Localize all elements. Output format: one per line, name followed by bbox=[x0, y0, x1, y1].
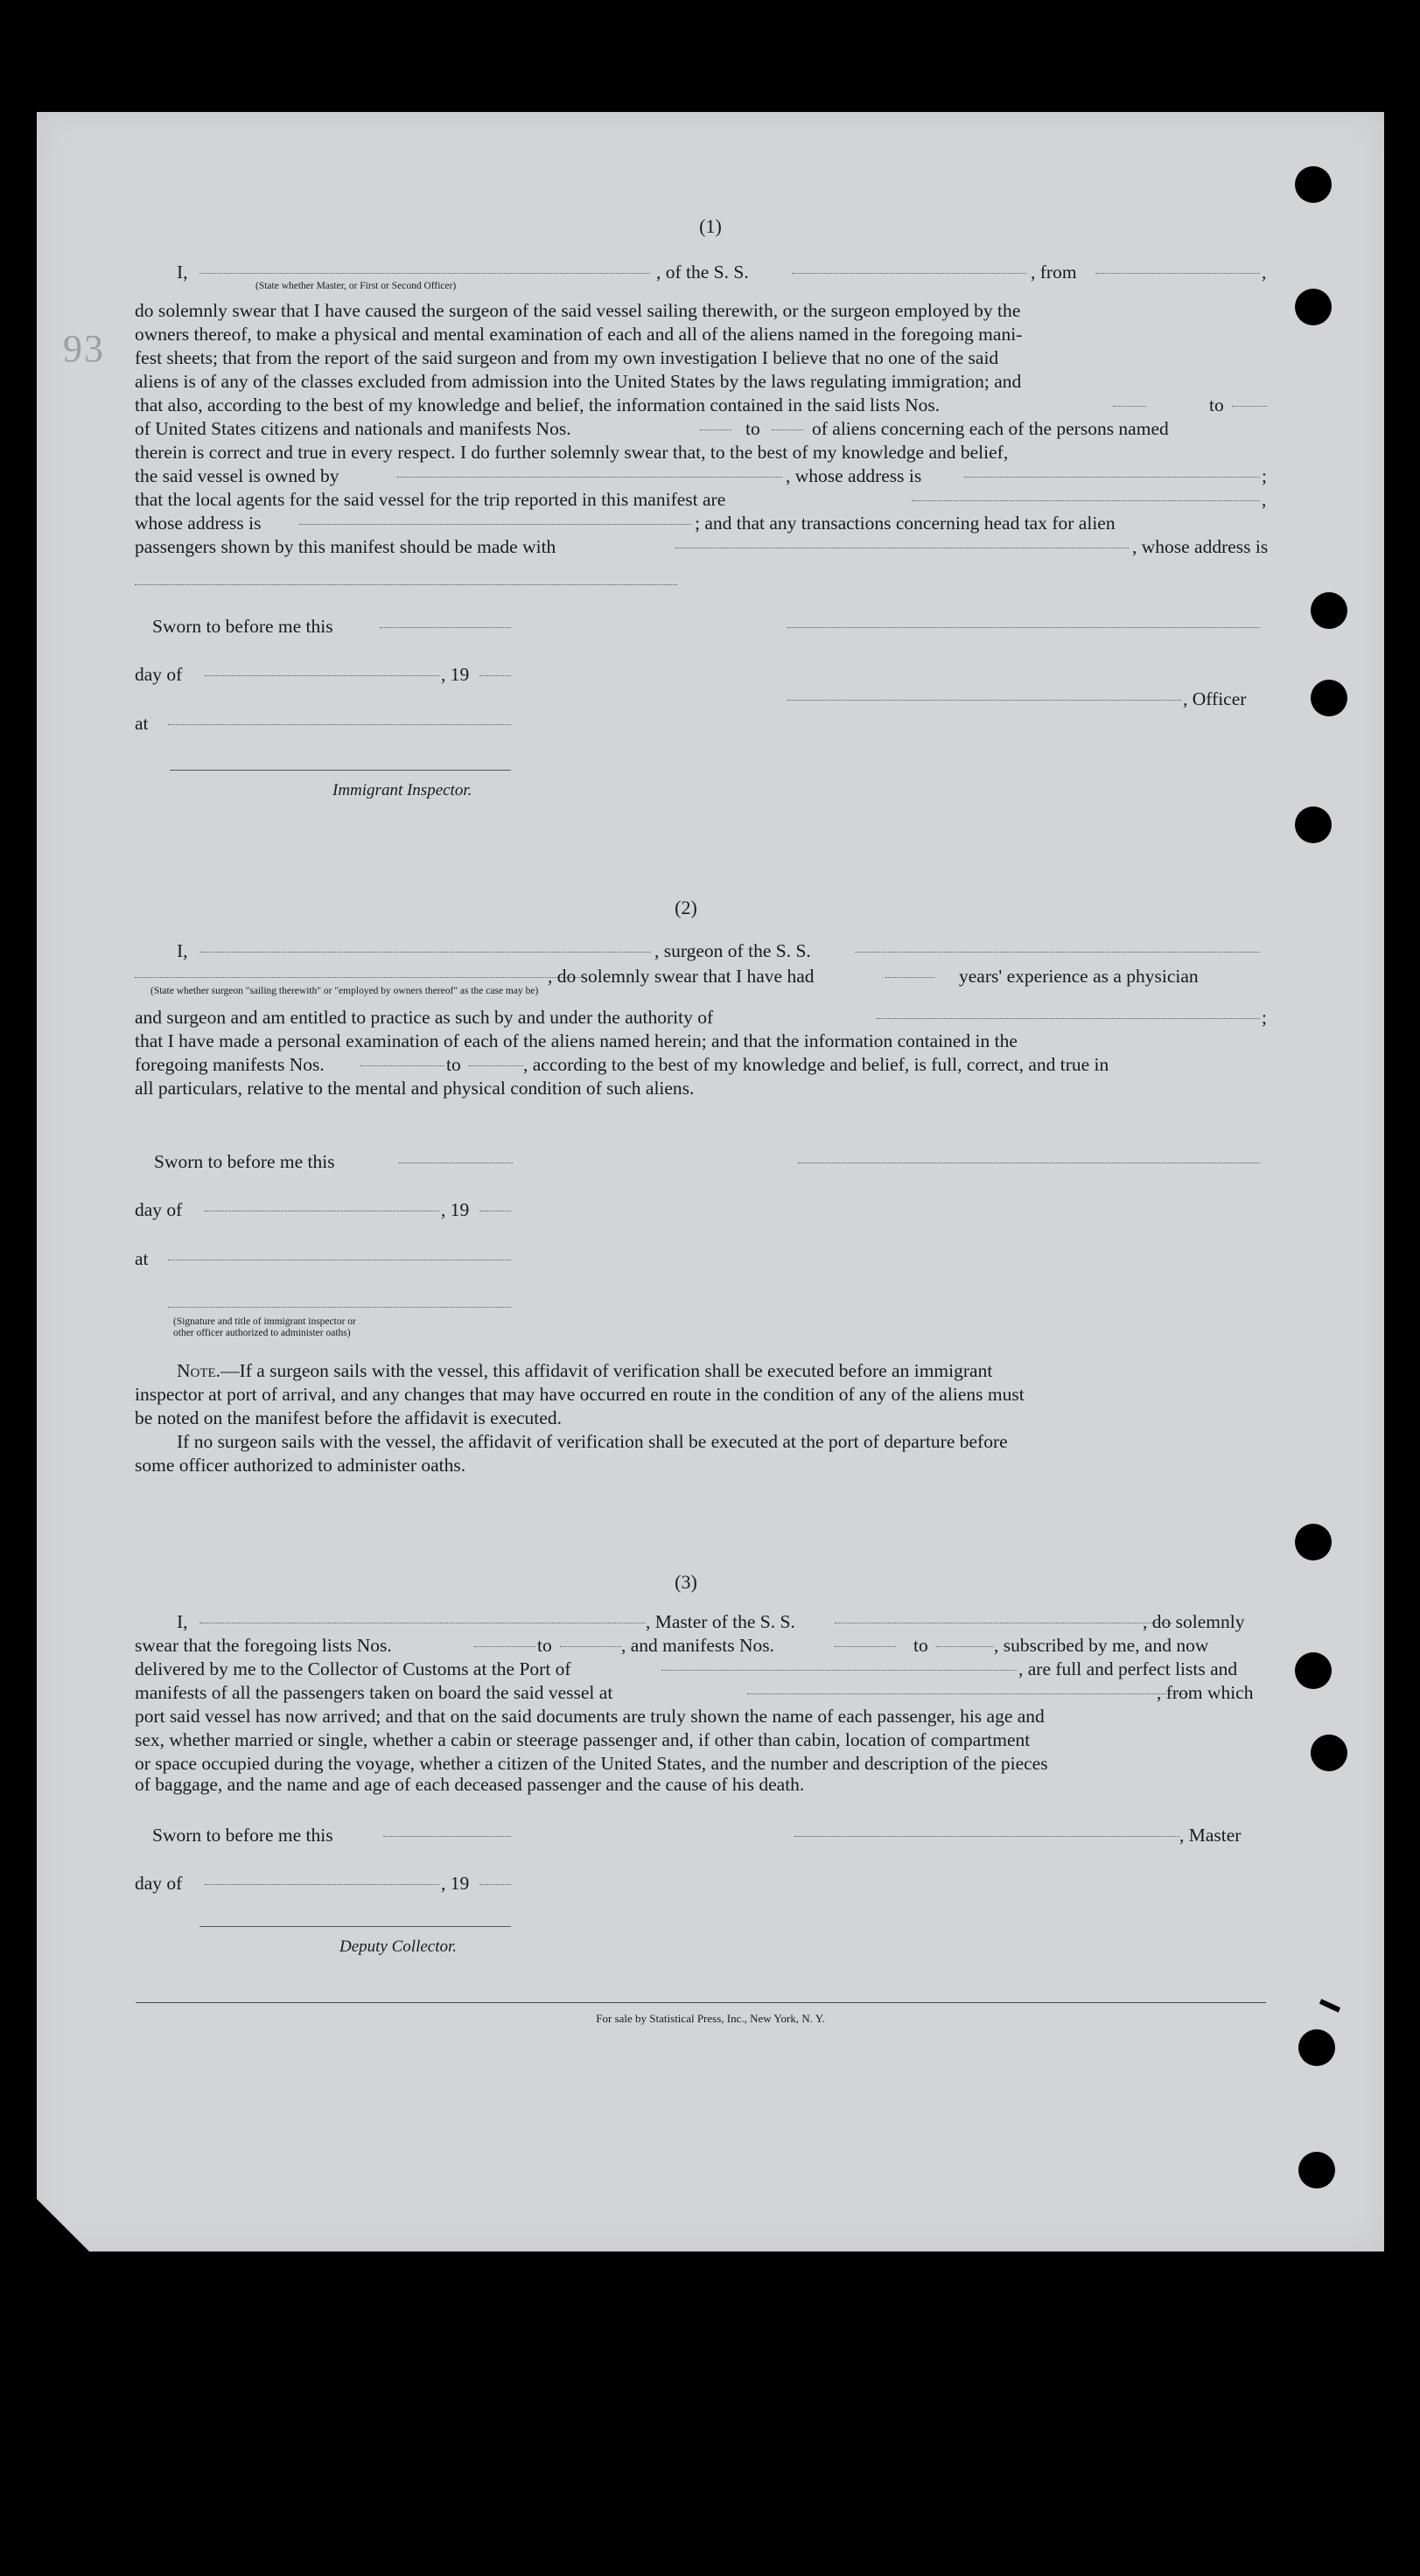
s1-agent-address-field[interactable] bbox=[299, 524, 691, 525]
s1-head-tax-address-field[interactable] bbox=[135, 584, 677, 585]
s1-officer-sig-field[interactable] bbox=[787, 700, 1181, 701]
note-label: Note. bbox=[177, 1360, 221, 1381]
s1-line-fest: fest sheets; that from the report of the said surgeon and from my own investigation I believe that no one of the said bbox=[135, 347, 999, 368]
s1-day-of: day of bbox=[135, 664, 183, 685]
s3-sworn: Sworn to before me this bbox=[152, 1825, 333, 1846]
s3-line-swear-d: to bbox=[913, 1635, 928, 1656]
s1-line-of-c: of aliens concerning each of the persons named bbox=[812, 418, 1169, 439]
s1-line-agents: that the local agents for the said vessel for the trip reported in this manifest are bbox=[135, 489, 726, 510]
s2-line-fore-b: to bbox=[446, 1054, 461, 1075]
footer-rule bbox=[136, 2002, 1266, 2003]
s3-day-field[interactable] bbox=[205, 1884, 439, 1885]
s1-agents-field[interactable] bbox=[912, 500, 1260, 501]
s1-line-owned-a: the said vessel is owned by bbox=[135, 465, 339, 486]
punch-hole bbox=[1295, 1652, 1332, 1689]
s1-officer-field[interactable] bbox=[199, 273, 650, 274]
s2-sig-caption-2: other officer authorized to administer oaths) bbox=[173, 1328, 351, 1338]
s2-manifest-from-field[interactable] bbox=[360, 1065, 444, 1066]
s3-line-sex: sex, whether married or single, whether a cabin or steerage passenger and, if other than cabin, location of compartment bbox=[135, 1729, 1031, 1750]
s3-line-swear-e: , subscribed by me, and now bbox=[994, 1635, 1209, 1656]
s2-line-and-end: ; bbox=[1262, 1007, 1267, 1028]
s1-year-field[interactable] bbox=[479, 675, 511, 676]
s1-line-do: do solemnly swear that I have caused the surgeon of the said vessel sailing therewith, or the surgeon employed by the bbox=[135, 300, 1021, 321]
s1-line-owned-c: ; bbox=[1262, 465, 1267, 486]
s1-line-that-to: to bbox=[1209, 394, 1224, 415]
s2-note-line-1 bbox=[177, 1359, 992, 1384]
s2-line-and: and surgeon and am entitled to practice as such by and under the authority of bbox=[135, 1007, 714, 1028]
s2-line-fore-c: , according to the best of my knowledge and belief, is full, correct, and true in bbox=[523, 1054, 1109, 1075]
s1-officer: , Officer bbox=[1183, 688, 1247, 709]
s2-line-fore-a: foregoing manifests Nos. bbox=[135, 1054, 325, 1075]
section-1-heading: (1) bbox=[699, 215, 722, 237]
s1-day-field[interactable] bbox=[205, 675, 439, 676]
s3-line-man-b: , from which bbox=[1157, 1682, 1254, 1703]
s2-day-of: day of bbox=[135, 1199, 183, 1220]
s2-years: years' experience as a physician bbox=[959, 966, 1199, 987]
s3-master: , Master of the S. S. bbox=[646, 1611, 795, 1632]
s3-departure-port-field[interactable] bbox=[747, 1693, 1190, 1694]
s1-line-of-a: of United States citizens and nationals and manifests Nos. bbox=[135, 418, 571, 439]
s3-master-sig: , Master bbox=[1179, 1825, 1242, 1846]
section-2-heading: (2) bbox=[675, 897, 697, 918]
s3-manifest-to-field[interactable] bbox=[936, 1646, 994, 1647]
s1-line-that: that also, according to the best of my knowledge and belief, the information contained in the said lists Nos. bbox=[135, 394, 941, 415]
s3-collector-label: Deputy Collector. bbox=[339, 1937, 458, 1956]
s1-officer-sig-line-top[interactable] bbox=[787, 627, 1260, 628]
s2-i: I, bbox=[177, 940, 188, 961]
printer-imprint: For sale by Statistical Press, Inc., New York, N. Y. bbox=[596, 2012, 825, 2025]
s1-from: , from bbox=[1031, 262, 1077, 283]
s3-do-solemnly: , do solemnly bbox=[1143, 1611, 1245, 1632]
s1-sworn-date-field[interactable] bbox=[380, 627, 511, 628]
s3-collector-sig-line[interactable] bbox=[199, 1926, 511, 1927]
s3-line-bag: of baggage, and the name and age of each deceased passenger and the cause of his death. bbox=[135, 1774, 805, 1795]
s1-line-owners: owners thereof, to make a physical and mental examination of each and all of the aliens named in the foregoing mani- bbox=[135, 324, 1023, 345]
s2-line-all: all particulars, relative to the mental and physical condition of such aliens. bbox=[135, 1078, 695, 1099]
punch-hole bbox=[1311, 592, 1347, 629]
punch-hole bbox=[1295, 166, 1332, 203]
s1-at-field[interactable] bbox=[168, 724, 511, 725]
s3-year: , 19 bbox=[441, 1873, 470, 1894]
s1-ship-field[interactable] bbox=[792, 273, 1026, 274]
s2-surgeon-sig-field[interactable] bbox=[798, 1162, 1260, 1163]
s2-manifest-to-field[interactable] bbox=[469, 1065, 523, 1066]
s2-surgeon: , surgeon of the S. S. bbox=[654, 940, 811, 961]
s3-line-man-a: manifests of all the passengers taken on board the said vessel at bbox=[135, 1682, 613, 1703]
s2-year: , 19 bbox=[441, 1199, 470, 1220]
s3-manifest-from-field[interactable] bbox=[835, 1646, 896, 1647]
s1-sworn: Sworn to before me this bbox=[152, 616, 333, 637]
s1-line-aliens: aliens is of any of the classes excluded from admission into the United States by the laws regulating immigration; and bbox=[135, 371, 1022, 392]
s1-at: at bbox=[135, 713, 149, 734]
s1-inspector-sig-line[interactable] bbox=[170, 770, 511, 771]
s3-line-swear-a: swear that the foregoing lists Nos. bbox=[135, 1635, 392, 1656]
s2-note-line-5: some officer authorized to administer oaths. bbox=[135, 1455, 466, 1476]
s2-at: at bbox=[135, 1248, 149, 1269]
s1-line-pass-a: passengers shown by this manifest should be made with bbox=[135, 536, 556, 557]
s3-day-of: day of bbox=[135, 1873, 183, 1894]
s1-of-ss: , of the S. S. bbox=[656, 262, 749, 283]
s3-line-space: or space occupied during the voyage, whether a citizen of the United States, and the number and description of the pieces bbox=[135, 1753, 1048, 1774]
s1-line-pass-b: , whose address is bbox=[1132, 536, 1269, 557]
s1-line-agents-end: , bbox=[1262, 489, 1267, 510]
s2-note-line-2: inspector at port of arrival, and any changes that may have occurred en route in the condition of any of the aliens must bbox=[135, 1384, 1025, 1405]
s1-lists-from-field[interactable] bbox=[1113, 406, 1146, 407]
note-text-1: —If a surgeon sails with the vessel, this affidavit of verification shall be executed before an immigrant bbox=[220, 1360, 993, 1381]
s3-line-deliv-b: , are full and perfect lists and bbox=[1018, 1658, 1238, 1679]
s2-authority-field[interactable] bbox=[877, 1018, 1260, 1019]
s1-line-of-b: to bbox=[745, 418, 760, 439]
scratch-mark bbox=[1319, 1999, 1340, 2013]
s1-i: I, bbox=[177, 262, 188, 283]
s1-manifest-to-field[interactable] bbox=[772, 429, 803, 430]
s2-note-line-3: be noted on the manifest before the affidavit is executed. bbox=[135, 1407, 562, 1428]
s2-line-that: that I have made a personal examination of each of the aliens named herein; and that the information contained in the bbox=[135, 1030, 1018, 1051]
s1-manifest-from-field[interactable] bbox=[700, 429, 731, 430]
s3-port-field[interactable] bbox=[661, 1670, 1017, 1671]
s1-end: , bbox=[1262, 262, 1267, 283]
s1-line-whose-a: whose address is bbox=[135, 513, 262, 534]
s1-owner-address-field[interactable] bbox=[964, 477, 1260, 478]
s2-note-line-4: If no surgeon sails with the vessel, the affidavit of verification shall be executed at the port of departure before bbox=[177, 1431, 1008, 1452]
punch-hole bbox=[1295, 806, 1332, 843]
s2-sig-caption-1: (Signature and title of immigrant inspector or bbox=[173, 1316, 356, 1327]
s3-line-swear-b: to bbox=[537, 1635, 552, 1656]
s2-surgeon-name-field[interactable] bbox=[199, 952, 651, 953]
s1-line-owned-b: , whose address is bbox=[786, 465, 922, 486]
punch-hole bbox=[1311, 680, 1347, 716]
punch-hole bbox=[1295, 289, 1332, 325]
s1-caption: (State whether Master, or First or Second Officer) bbox=[255, 281, 457, 291]
s2-swear: , do solemnly swear that I have had bbox=[548, 966, 815, 987]
s1-owner-field[interactable] bbox=[397, 477, 782, 478]
s1-year: , 19 bbox=[441, 664, 470, 685]
s1-lists-to-field[interactable] bbox=[1232, 406, 1267, 407]
punch-hole bbox=[1295, 1524, 1332, 1560]
s3-sworn-date-field[interactable] bbox=[383, 1836, 511, 1837]
s1-from-field[interactable] bbox=[1095, 273, 1260, 274]
s2-ship-field[interactable] bbox=[855, 952, 1260, 953]
s1-line-therein: therein is correct and true in every respect. I do further solemnly swear that, to the best of my knowledge and belief, bbox=[135, 442, 1009, 463]
s3-line-swear-c: , and manifests Nos. bbox=[621, 1635, 774, 1656]
manifest-form-page bbox=[37, 112, 1384, 2251]
s2-sworn: Sworn to before me this bbox=[154, 1151, 335, 1172]
s2-caption: (State whether surgeon "sailing therewith" or "employed by owners thereof" as the case may be) bbox=[150, 986, 539, 996]
s2-capacity-field[interactable] bbox=[135, 977, 581, 978]
s3-lists-to-field[interactable] bbox=[560, 1646, 621, 1647]
punch-hole bbox=[1298, 2152, 1335, 2189]
s3-i: I, bbox=[177, 1611, 188, 1632]
punch-hole bbox=[1311, 1735, 1347, 1771]
s1-line-whose-b: ; and that any transactions concerning head tax for alien bbox=[695, 513, 1116, 534]
s2-sworn-date-field[interactable] bbox=[399, 1162, 513, 1163]
s1-inspector-label: Immigrant Inspector. bbox=[332, 781, 472, 799]
s2-years-field[interactable] bbox=[885, 977, 934, 978]
section-3-heading: (3) bbox=[675, 1571, 697, 1593]
torn-corner bbox=[37, 2199, 89, 2251]
s3-line-deliv-a: delivered by me to the Collector of Customs at the Port of bbox=[135, 1658, 571, 1679]
margin-number: 93 bbox=[63, 327, 105, 370]
punch-hole bbox=[1298, 2029, 1335, 2066]
s3-master-sig-field[interactable] bbox=[794, 1836, 1179, 1837]
s2-inspector-sig-field[interactable] bbox=[168, 1307, 511, 1308]
s3-year-field[interactable] bbox=[479, 1884, 511, 1885]
s3-lists-from-field[interactable] bbox=[474, 1646, 535, 1647]
s3-line-port: port said vessel has now arrived; and that on the said documents are truly shown the name of each passenger, his age and bbox=[135, 1706, 1045, 1727]
